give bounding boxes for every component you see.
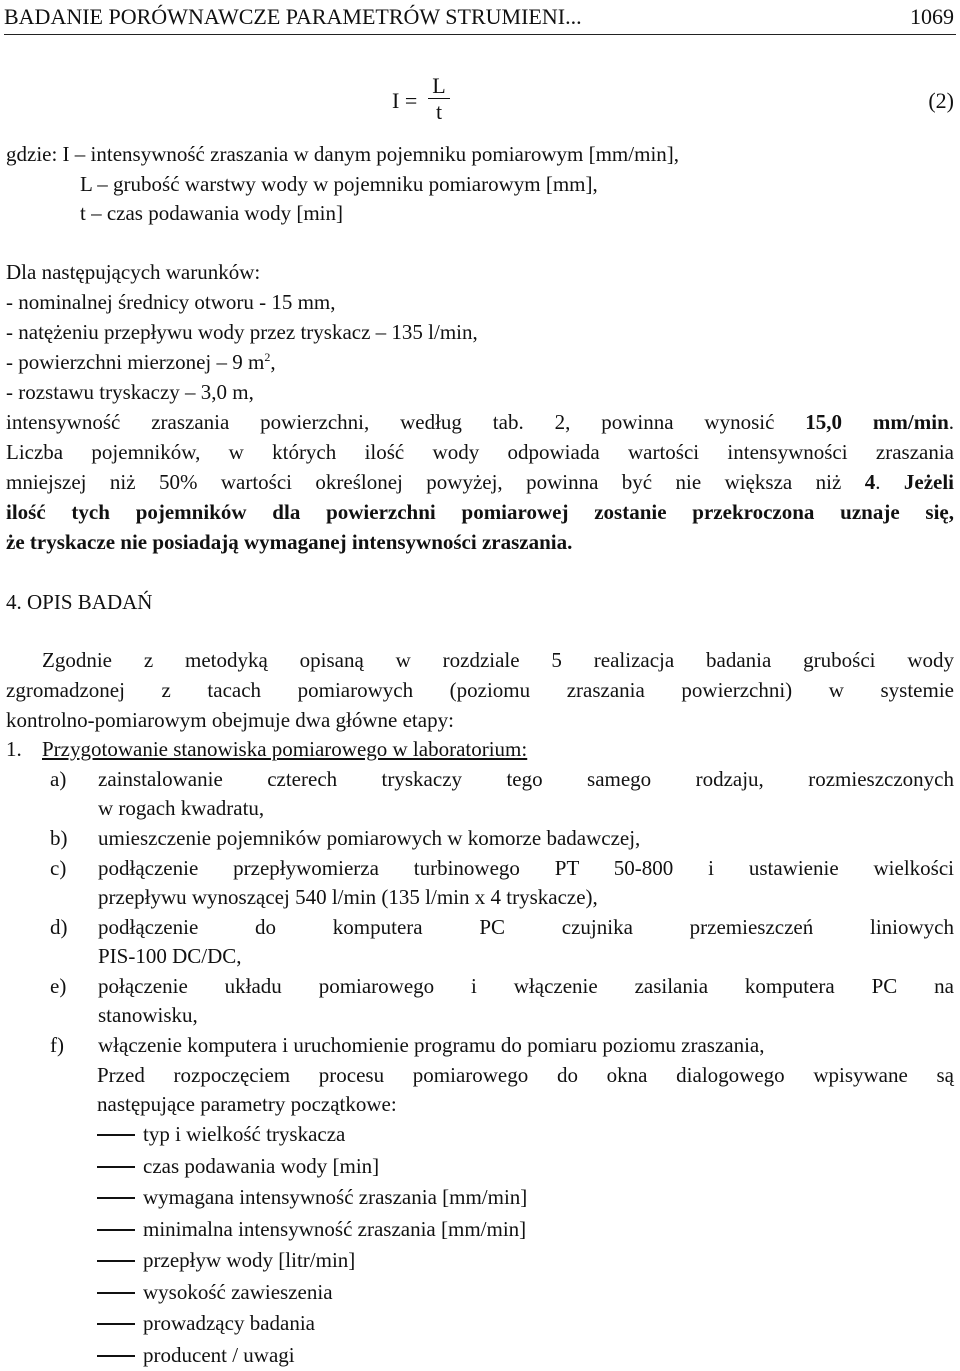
- item-text: umieszczenie pojemników pomiarowych w komorze badawczej,: [98, 826, 641, 850]
- param-item: typ i wielkość tryskacza: [143, 1122, 346, 1146]
- item-label: c): [50, 856, 67, 880]
- text-run: .: [948, 410, 955, 434]
- item-text: PIS-100 DC/DC,: [98, 944, 242, 968]
- formula-denominator: t: [435, 99, 443, 124]
- paragraph-line: [6, 408, 954, 436]
- condition-item: - natężeniu przepływu wody przez tryskacz – 135 l/min,: [6, 320, 478, 344]
- param-item: czas podawania wody [min]: [143, 1154, 380, 1178]
- paragraph-line: zgromadzonej z tacach pomiarowych (poziomu zraszania powierzchni) w systemie: [6, 678, 954, 702]
- formula-lhs: I =: [392, 88, 418, 113]
- item-label: e): [50, 974, 67, 998]
- where-line-3: t – czas podawania wody [min]: [80, 201, 344, 225]
- param-item: producent / uwagi: [143, 1343, 295, 1367]
- where-line-2: L – grubość warstwy wody w pojemniku pomiarowym [mm],: [80, 172, 598, 196]
- running-header: [4, 2, 956, 35]
- text-run: intensywność zraszania powierzchni, według tab. 2, powinna wynosić: [6, 410, 806, 434]
- param-item: przepływ wody [litr/min]: [143, 1248, 356, 1272]
- dash-bullet: [97, 1323, 135, 1325]
- bold-text: Jeżeli: [903, 470, 955, 494]
- dash-bullet: [97, 1355, 135, 1357]
- bold-text: 15,0 mm/min: [805, 410, 949, 434]
- paragraph-line: ilość tych pojemników dla powierzchni pomiarowej zostanie przekroczona uznaje się,: [6, 500, 954, 524]
- equation-number: (2): [928, 88, 954, 113]
- item-text: połączenie układu pomiarowego i włączenie zasilania komputera PC na: [98, 974, 954, 998]
- dash-bullet: [97, 1134, 135, 1136]
- paragraph-line: kontrolno-pomiarowym obejmuje dwa główne etapy:: [6, 708, 454, 732]
- running-title: BADANIE PORÓWNAWCZE PARAMETRÓW STRUMIENI...: [4, 4, 582, 29]
- formula-fraction: [428, 74, 450, 125]
- paragraph-line: Zgodnie z metodyką opisaną w rozdziale 5 realizacja badania grubości wody: [42, 648, 954, 672]
- dash-bullet: [97, 1229, 135, 1231]
- step-number: 1.: [6, 737, 22, 761]
- item-text: w rogach kwadratu,: [98, 796, 265, 820]
- condition-item: - nominalnej średnicy otworu - 15 mm,: [6, 290, 336, 314]
- condition-item: - rozstawu tryskaczy – 3,0 m,: [6, 380, 254, 404]
- dash-bullet: [97, 1197, 135, 1199]
- where-line-1: gdzie: I – intensywność zraszania w danym pojemniku pomiarowym [mm/min],: [6, 142, 680, 166]
- condition-text: ,: [270, 350, 276, 374]
- text-run: mniejszej niż 50% wartości określonej powyżej, powinna być nie większa niż: [6, 470, 865, 494]
- item-text: stanowisku,: [98, 1003, 198, 1027]
- dash-bullet: [97, 1292, 135, 1294]
- param-item: prowadzący badania: [143, 1311, 315, 1335]
- dash-bullet: [97, 1260, 135, 1262]
- item-text: podłączenie do komputera PC czujnika przemieszczeń liniowych: [98, 915, 954, 939]
- paragraph-line: Przed rozpoczęciem procesu pomiarowego do okna dialogowego wpisywane są: [97, 1063, 954, 1087]
- condition-item: [6, 348, 276, 376]
- conditions-intro: Dla następujących warunków:: [6, 260, 261, 284]
- paragraph-line: następujące parametry początkowe:: [97, 1092, 397, 1116]
- item-text: przepływu wynoszącej 540 l/min (135 l/min x 4 tryskacze),: [98, 885, 598, 909]
- bold-text: 4: [864, 470, 876, 494]
- condition-text: - powierzchni mierzonej – 9 m: [6, 350, 265, 374]
- paragraph-line: [6, 468, 954, 496]
- section-heading: 4. OPIS BADAŃ: [6, 590, 153, 614]
- paragraph-line: Liczba pojemników, w których ilość wody odpowiada wartości intensywności zraszania: [6, 440, 954, 464]
- item-text: podłączenie przepływomierza turbinowego PT 50-800 i ustawienie wielkości: [98, 856, 954, 880]
- superscript: 2: [264, 350, 271, 364]
- param-item: minimalna intensywność zraszania [mm/min]: [143, 1217, 527, 1241]
- item-label: a): [50, 767, 67, 791]
- param-item: wymagana intensywność zraszania [mm/min]: [143, 1185, 528, 1209]
- text-run: .: [875, 470, 904, 494]
- page-number: 1069: [910, 4, 954, 29]
- step-title: Przygotowanie stanowiska pomiarowego w laboratorium:: [42, 737, 528, 761]
- dash-bullet: [97, 1166, 135, 1168]
- item-text: włączenie komputera i uruchomienie programu do pomiaru poziomu zraszania,: [98, 1033, 765, 1057]
- param-item: wysokość zawieszenia: [143, 1280, 333, 1304]
- item-text: zainstalowanie czterech tryskaczy tego samego rodzaju, rozmieszczonych: [98, 767, 954, 791]
- item-label: f): [50, 1033, 64, 1057]
- formula-numerator: L: [432, 73, 446, 98]
- paragraph-line: że tryskacze nie posiadają wymaganej intensywności zraszania.: [6, 530, 573, 554]
- item-label: b): [50, 826, 68, 850]
- item-label: d): [50, 915, 68, 939]
